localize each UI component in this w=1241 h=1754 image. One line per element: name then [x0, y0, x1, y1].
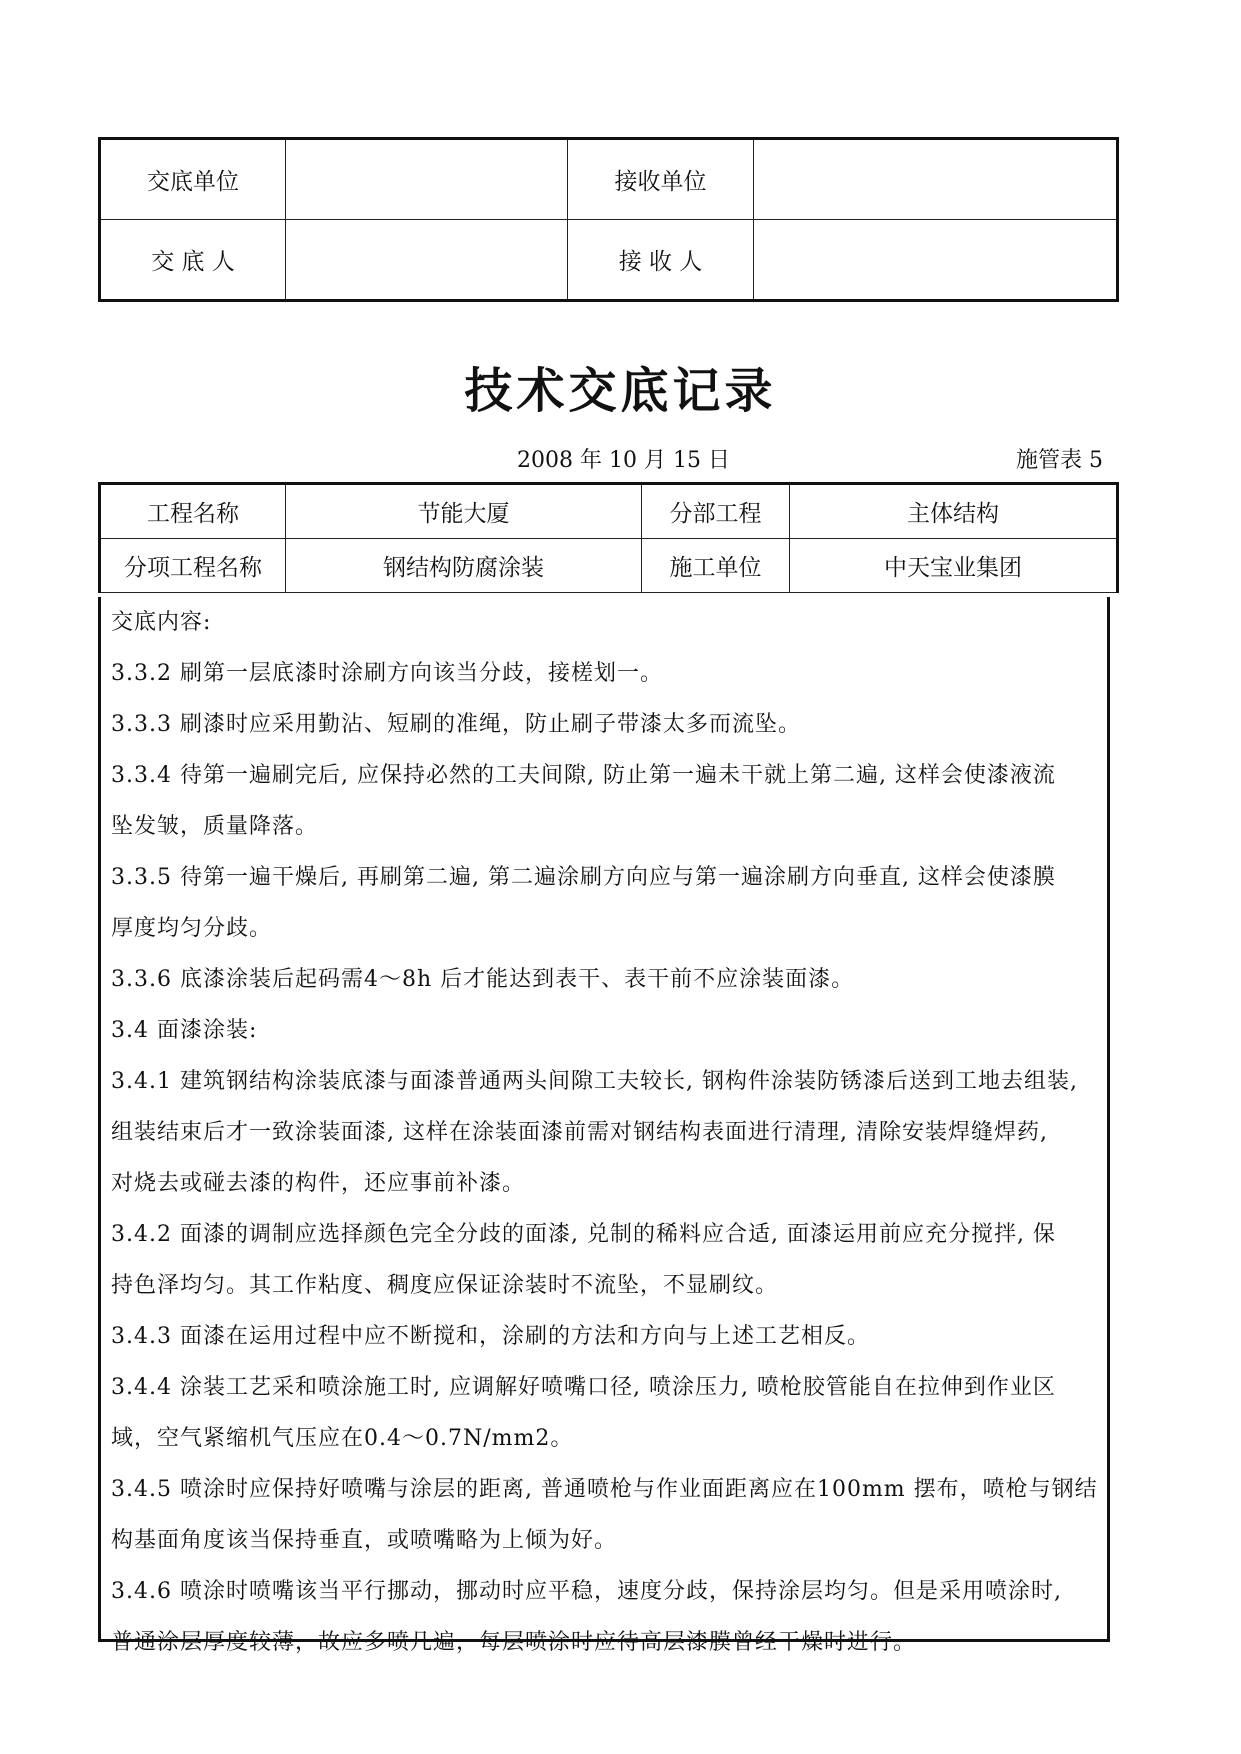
- content-line: 持色泽均匀。其工作粘度、稠度应保证涂装时不流坠，不显刷纹。: [111, 1273, 779, 1298]
- content-line: 普通涂层厚度较薄，故应多喷几遍，每层喷涂时应待高层漆膜曾经干燥时进行。: [111, 1630, 917, 1655]
- division-label: 分部工程: [642, 484, 790, 539]
- project-name-value: 节能大厦: [286, 484, 642, 539]
- content-line: 3.4.2 面漆的调制应选择颜色完全分歧的面漆, 兑制的稀料应合适, 面漆运用前应充分搅拌, 保: [111, 1222, 1056, 1247]
- handover-unit-field[interactable]: [286, 139, 568, 220]
- content-line: 3.3.5 待第一遍干燥后, 再刷第二遍, 第二遍涂刷方向应与第一遍涂刷方向垂直, 这样会使漆膜: [111, 865, 1056, 890]
- receiving-unit-field[interactable]: [754, 139, 1118, 220]
- content-line: 3.4.1 建筑钢结构涂装底漆与面漆普通两头间隙工夫较长, 钢构件涂装防锈漆后送到工地去组装,: [111, 1069, 1078, 1094]
- handover-person-label: 交 底 人: [100, 220, 286, 301]
- project-name-label: 工程名称: [100, 484, 286, 539]
- signature-table: [98, 137, 1119, 302]
- content-line: 3.3.2 刷第一层底漆时涂刷方向该当分歧，接槎划一。: [111, 661, 663, 686]
- contractor-value: 中天宝业集团: [790, 539, 1118, 593]
- content-line: 3.3.4 待第一遍刷完后, 应保持必然的工夫间隙, 防止第一遍未干就上第二遍, 这样会使漆液流: [111, 763, 1056, 788]
- content-line: 3.3.3 刷漆时应采用勤沾、短刷的准绳，防止刷子带漆太多而流坠。: [111, 712, 801, 737]
- content-line: 坠发皱，质量降落。: [111, 814, 319, 839]
- content-line: 3.4 面漆涂装:: [111, 1018, 258, 1043]
- content-line: 组装结束后才一致涂装面漆, 这样在涂装面漆前需对钢结构表面进行清理, 清除安装焊缝焊药,: [111, 1120, 1048, 1145]
- content-line: 3.4.5 喷涂时应保持好喷嘴与涂层的距离, 普通喷枪与作业面距离应在100mm 摆布，喷枪与钢结: [111, 1477, 1098, 1502]
- form-number: 施管表 5: [1016, 448, 1103, 473]
- subitem-value: 钢结构防腐涂装: [286, 539, 642, 593]
- receiver-field[interactable]: [754, 220, 1118, 301]
- document-date: 2008 年 10 月 15 日: [517, 448, 730, 473]
- receiver-label: 接 收 人: [568, 220, 754, 301]
- disclosure-content: [98, 597, 1110, 1655]
- content-line: 域，空气紧缩机气压应在0.4～0.7N/mm2。: [111, 1426, 574, 1451]
- content-lines: [111, 648, 1107, 1668]
- receiving-unit-label: 接收单位: [568, 139, 754, 220]
- division-value: 主体结构: [790, 484, 1118, 539]
- handover-unit-label: 交底单位: [100, 139, 286, 220]
- handover-person-field[interactable]: [286, 220, 568, 301]
- content-line: 3.4.6 喷涂时喷嘴该当平行挪动，挪动时应平稳，速度分歧，保持涂层均匀。但是采用喷涂时,: [111, 1579, 1062, 1604]
- content-line: 厚度均匀分歧。: [111, 916, 273, 941]
- content-line: 对烧去或碰去漆的构件，还应事前补漆。: [111, 1171, 526, 1196]
- content-line: 3.3.6 底漆涂装后起码需4～8h 后才能达到表干、表干前不应涂装面漆。: [111, 967, 855, 992]
- content-heading: 交底内容:: [111, 610, 212, 635]
- content-line: 构基面角度该当保持垂直，或喷嘴略为上倾为好。: [111, 1528, 618, 1553]
- content-line: 3.4.4 涂装工艺采和喷涂施工时, 应调解好喷嘴口径, 喷涂压力, 喷枪胶管能自在拉伸到作业区: [111, 1375, 1056, 1400]
- document-title: 技术交底记录: [464, 363, 777, 419]
- content-line: 3.4.3 面漆在运用过程中应不断搅和，涂刷的方法和方向与上述工艺相反。: [111, 1324, 870, 1349]
- project-info-table: [98, 482, 1119, 593]
- contractor-label: 施工单位: [642, 539, 790, 593]
- subitem-label: 分项工程名称: [100, 539, 286, 593]
